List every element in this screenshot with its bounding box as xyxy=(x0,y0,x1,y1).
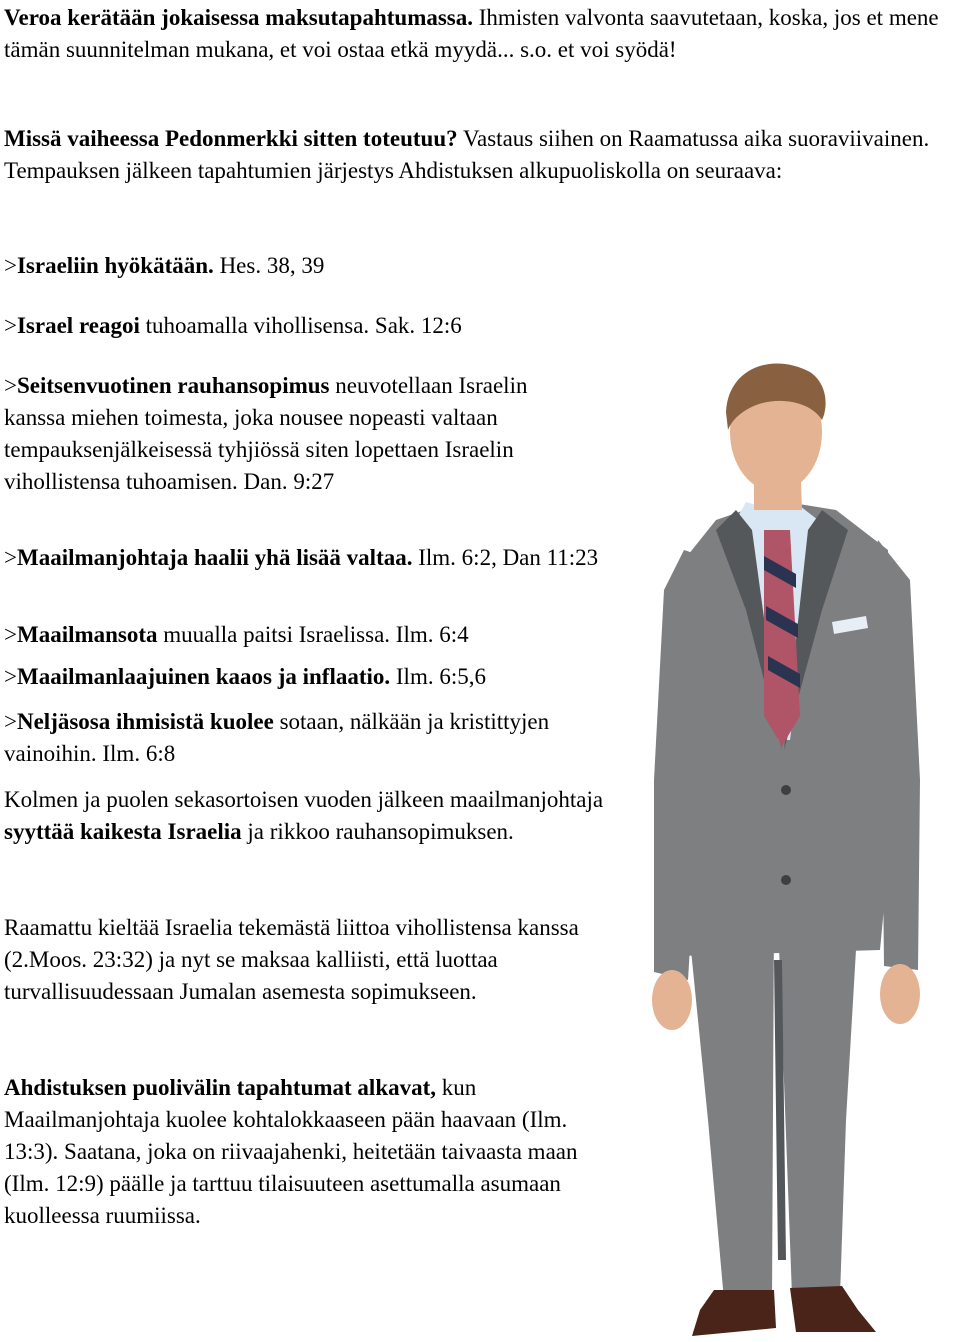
second-half-text: kun Maailmanjohtaja kuolee kohtalokkaaseen pään haavaan (Ilm. 13:3). Saatana, joka on riivaajahenki, heitetään taivaasta maan (Ilm. 12:9) päälle ja tarttuu tilaisuuteen asettumalla asumaan kuolleessa ruumiissa. xyxy=(4,1075,578,1228)
jacket-button xyxy=(781,785,791,795)
right-hand xyxy=(880,964,920,1024)
event-text: muualla paitsi Israelissa. Ilm. 6:4 xyxy=(157,622,469,647)
event-item xyxy=(4,661,604,693)
event-prefix: > xyxy=(4,709,17,734)
event-bold: Neljäsosa ihmisistä kuolee xyxy=(16,709,274,734)
event-bold: Israel reagoi xyxy=(16,313,140,338)
left-hand xyxy=(652,970,692,1030)
question-paragraph xyxy=(4,123,954,187)
intro-text: Ihmisten valvonta saavutetaan, koska, jos et mene tämän suunnitelman mukana, et voi ostaa etkä myydä... s.o. et voi syödä! xyxy=(4,5,939,62)
event-bold: Maailmansota xyxy=(16,622,158,647)
event-text: Ilm. 6:2, Dan 11:23 xyxy=(412,545,599,570)
event-bold: Israeliin hyökätään. xyxy=(16,253,214,278)
covenant-paragraph: Raamattu kieltää Israelia tekemästä liittoa vihollistensa kanssa (2.Moos. 23:32) ja nyt se maksaa kalliisti, että luottaa turvallisuudessaan Jumalan asemesta sopimukseen. xyxy=(4,915,579,1004)
question-bold: Missä vaiheessa Pedonmerkki sitten toteutuu? xyxy=(4,126,458,151)
midpoint-text-after: ja rikkoo rauhansopimuksen. xyxy=(241,819,514,844)
midpoint-text-before: Kolmen ja puolen sekasortoisen vuoden jälkeen maailmanjohtaja xyxy=(4,787,604,812)
event-prefix: > xyxy=(4,545,17,570)
event-text: neuvotellaan Israelin kanssa miehen toimesta, joka nousee nopeasti valtaan tempauksenjälkeisessä tyhjiössä siten lopettaen Israelin vihollistensa tuhoamisen. Dan. 9:27 xyxy=(4,373,528,494)
event-prefix: > xyxy=(4,622,17,647)
event-text: tuhoamalla vihollisensa. Sak. 12:6 xyxy=(139,313,462,338)
event-item xyxy=(4,542,604,574)
second-half-bold: Ahdistuksen puolivälin tapahtumat alkavat, xyxy=(4,1075,437,1100)
event-bold: Seitsenvuotinen rauhansopimus xyxy=(16,373,330,398)
intro-paragraph xyxy=(4,2,954,66)
event-item xyxy=(4,706,584,770)
midpoint-paragraph xyxy=(4,784,604,848)
midpoint-bold: syyttää kaikesta Israelia xyxy=(4,819,242,844)
event-item xyxy=(4,310,804,342)
event-item xyxy=(4,250,804,282)
event-item xyxy=(4,370,564,498)
event-item xyxy=(4,619,604,651)
event-prefix: > xyxy=(4,373,17,398)
second-half-paragraph xyxy=(4,1072,594,1232)
question-text: Vastaus siihen on Raamatussa aika suoraviivainen. Tempauksen jälkeen tapahtumien järjestys Ahdistuksen alkupuoliskolla on seuraava: xyxy=(4,126,930,183)
event-text: Hes. 38, 39 xyxy=(213,253,325,278)
event-bold: Maailmanjohtaja haalii yhä lisää valtaa. xyxy=(16,545,413,570)
event-bold: Maailmanlaajuinen kaaos ja inflaatio. xyxy=(16,664,391,689)
event-text: Ilm. 6:5,6 xyxy=(390,664,486,689)
event-text: sotaan, nälkään ja kristittyjen vainoihin. Ilm. 6:8 xyxy=(4,709,550,766)
event-prefix: > xyxy=(4,313,17,338)
event-prefix: > xyxy=(4,664,17,689)
intro-bold: Veroa kerätään jokaisessa maksutapahtumassa. xyxy=(4,5,474,30)
left-shoe xyxy=(692,1290,776,1336)
man-in-suit-photo xyxy=(596,360,960,1342)
event-prefix: > xyxy=(4,253,17,278)
right-trouser-leg xyxy=(778,916,858,1296)
right-shoe xyxy=(790,1286,876,1332)
left-trouser-leg xyxy=(688,920,774,1300)
